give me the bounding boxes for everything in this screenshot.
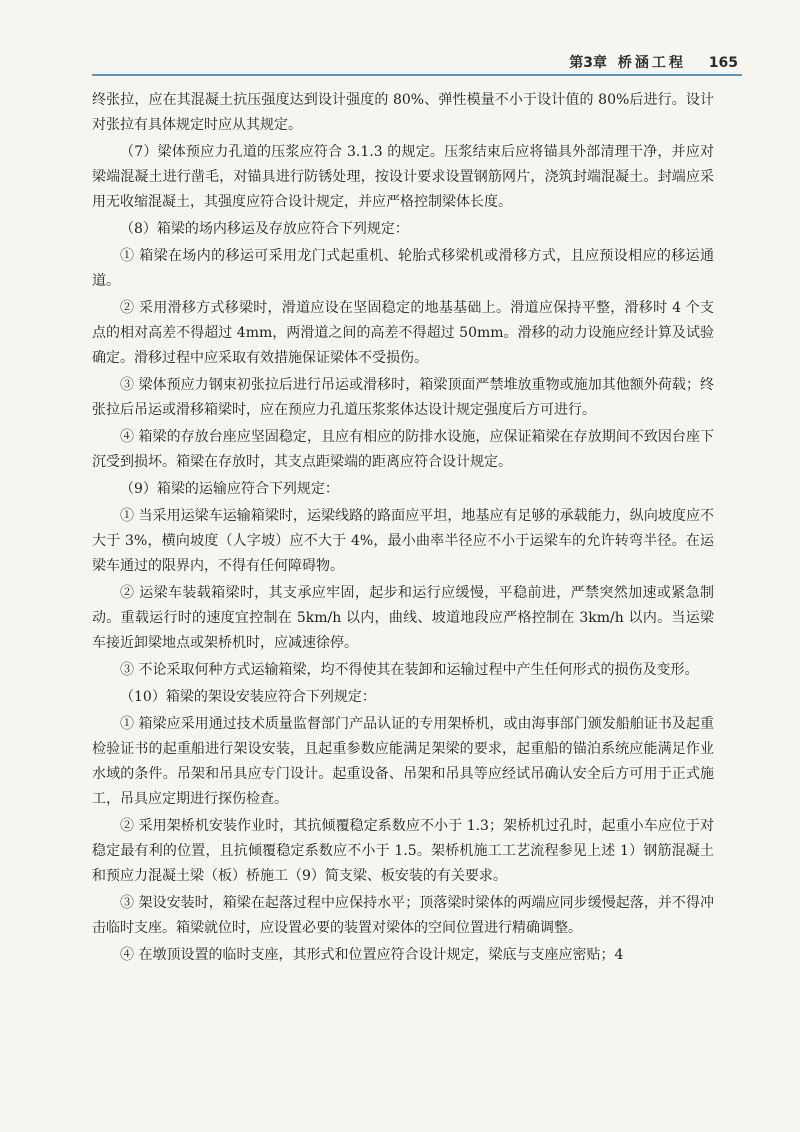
paragraph: ② 运梁车装载箱梁时，其支承应牢固，起步和运行应缓慢，平稳前进，严禁突然加速或紧急制动。重载运行时的速度宜控制在 5km/h 以内，曲线、坡道地段应严格控制在 3km/h 以内。当运梁车接近卸梁地点或架桥机时，应减速徐停。 <box>92 585 714 651</box>
paragraph: （9）箱梁的运输应符合下列规定： <box>120 481 339 497</box>
paragraph: ④ 箱梁的存放台座应坚固稳定，且应有相应的防排水设施，应保证箱梁在存放期间不致因台座下沉受到损坏。箱梁在存放时，其支点距梁端的距离应符合设计规定。 <box>92 429 714 470</box>
paragraph: ② 采用滑移方式移梁时，滑道应设在坚固稳定的地基基础上。滑道应保持平整，滑移时 4 个支点的相对高差不得超过 4mm，两滑道之间的高差不得超过 50mm。滑移的动力设施应经计算及试验确定。滑移过程中应采取有效措施保证梁体不受损伤。 <box>92 300 714 366</box>
paragraph: ① 当采用运梁车运输箱梁时，运梁线路的路面应平坦，地基应有足够的承载能力，纵向坡度应不大于 3%，横向坡度（人字坡）应不大于 4%，最小曲率半径应不小于运梁车的允许转弯半径。在运梁车通过的限界内，不得有任何障碍物。 <box>92 508 714 574</box>
paragraph: ③ 梁体预应力钢束初张拉后进行吊运或滑移时，箱梁顶面严禁堆放重物或施加其他额外荷载；终张拉后吊运或滑移箱梁时，应在预应力孔道压浆浆体达设计规定强度后方可进行。 <box>92 377 714 418</box>
chapter-title: 桥涵工程 <box>617 55 686 71</box>
paragraph: ② 采用架桥机安装作业时，其抗倾覆稳定系数应不小于 1.3；架桥机过孔时，起重小车应位于对稳定最有利的位置，且抗倾覆稳定系数应不小于 1.5。架桥机施工工艺流程参见上述 1）钢筋混凝土和预应力混凝土梁（板）桥施工（9）简支梁、板安装的有关要求。 <box>92 818 714 884</box>
running-head <box>569 52 738 72</box>
chapter-label: 第3章 <box>569 55 608 71</box>
page-number: 165 <box>708 55 738 71</box>
paragraph: ① 箱梁应采用通过技术质量监督部门产品认证的专用架桥机，或由海事部门颁发船舶证书及起重检验证书的起重船进行架设安装，且起重参数应能满足架梁的要求，起重船的锚泊系统应能满足作业水域的条件。吊架和吊具应专门设计。起重设备、吊架和吊具等应经试吊确认安全后方可用于正式施工，吊具应定期进行探伤检查。 <box>92 716 714 807</box>
page-header <box>0 0 800 80</box>
paragraph: ③ 架设安装时，箱梁在起落过程中应保持水平；顶落梁时梁体的两端应同步缓慢起落，并不得冲击临时支座。箱梁就位时，应设置必要的装置对梁体的空间位置进行精确调整。 <box>92 895 714 936</box>
paragraph: ① 箱梁在场内的移运可采用龙门式起重机、轮胎式移梁机或滑移方式，且应预设相应的移运通道。 <box>92 248 714 289</box>
paragraph: （7）梁体预应力孔道的压浆应符合 3.1.3 的规定。压浆结束后应将锚具外部清理干净，并应对梁端混凝土进行凿毛，对锚具进行防锈处理，按设计要求设置钢筋网片，浇筑封端混凝土。封端应采用无收缩混凝土，其强度应符合设计规定，并应严格控制梁体长度。 <box>92 144 714 210</box>
header-rule <box>92 74 742 76</box>
body-text <box>92 88 714 970</box>
paragraph: ④ 在墩顶设置的临时支座，其形式和位置应符合设计规定，梁底与支座应密贴；4 <box>120 947 624 963</box>
paragraph: ③ 不论采取何种方式运输箱梁，均不得使其在装卸和运输过程中产生任何形式的损伤及变形。 <box>120 662 699 678</box>
paragraph: （10）箱梁的架设安装应符合下列规定： <box>120 689 376 705</box>
paragraph: 终张拉，应在其混凝土抗压强度达到设计强度的 80%、弹性模量不小于设计值的 80%后进行。设计对张拉有具体规定时应从其规定。 <box>92 92 714 133</box>
paragraph: （8）箱梁的场内移运及存放应符合下列规定： <box>120 221 409 237</box>
